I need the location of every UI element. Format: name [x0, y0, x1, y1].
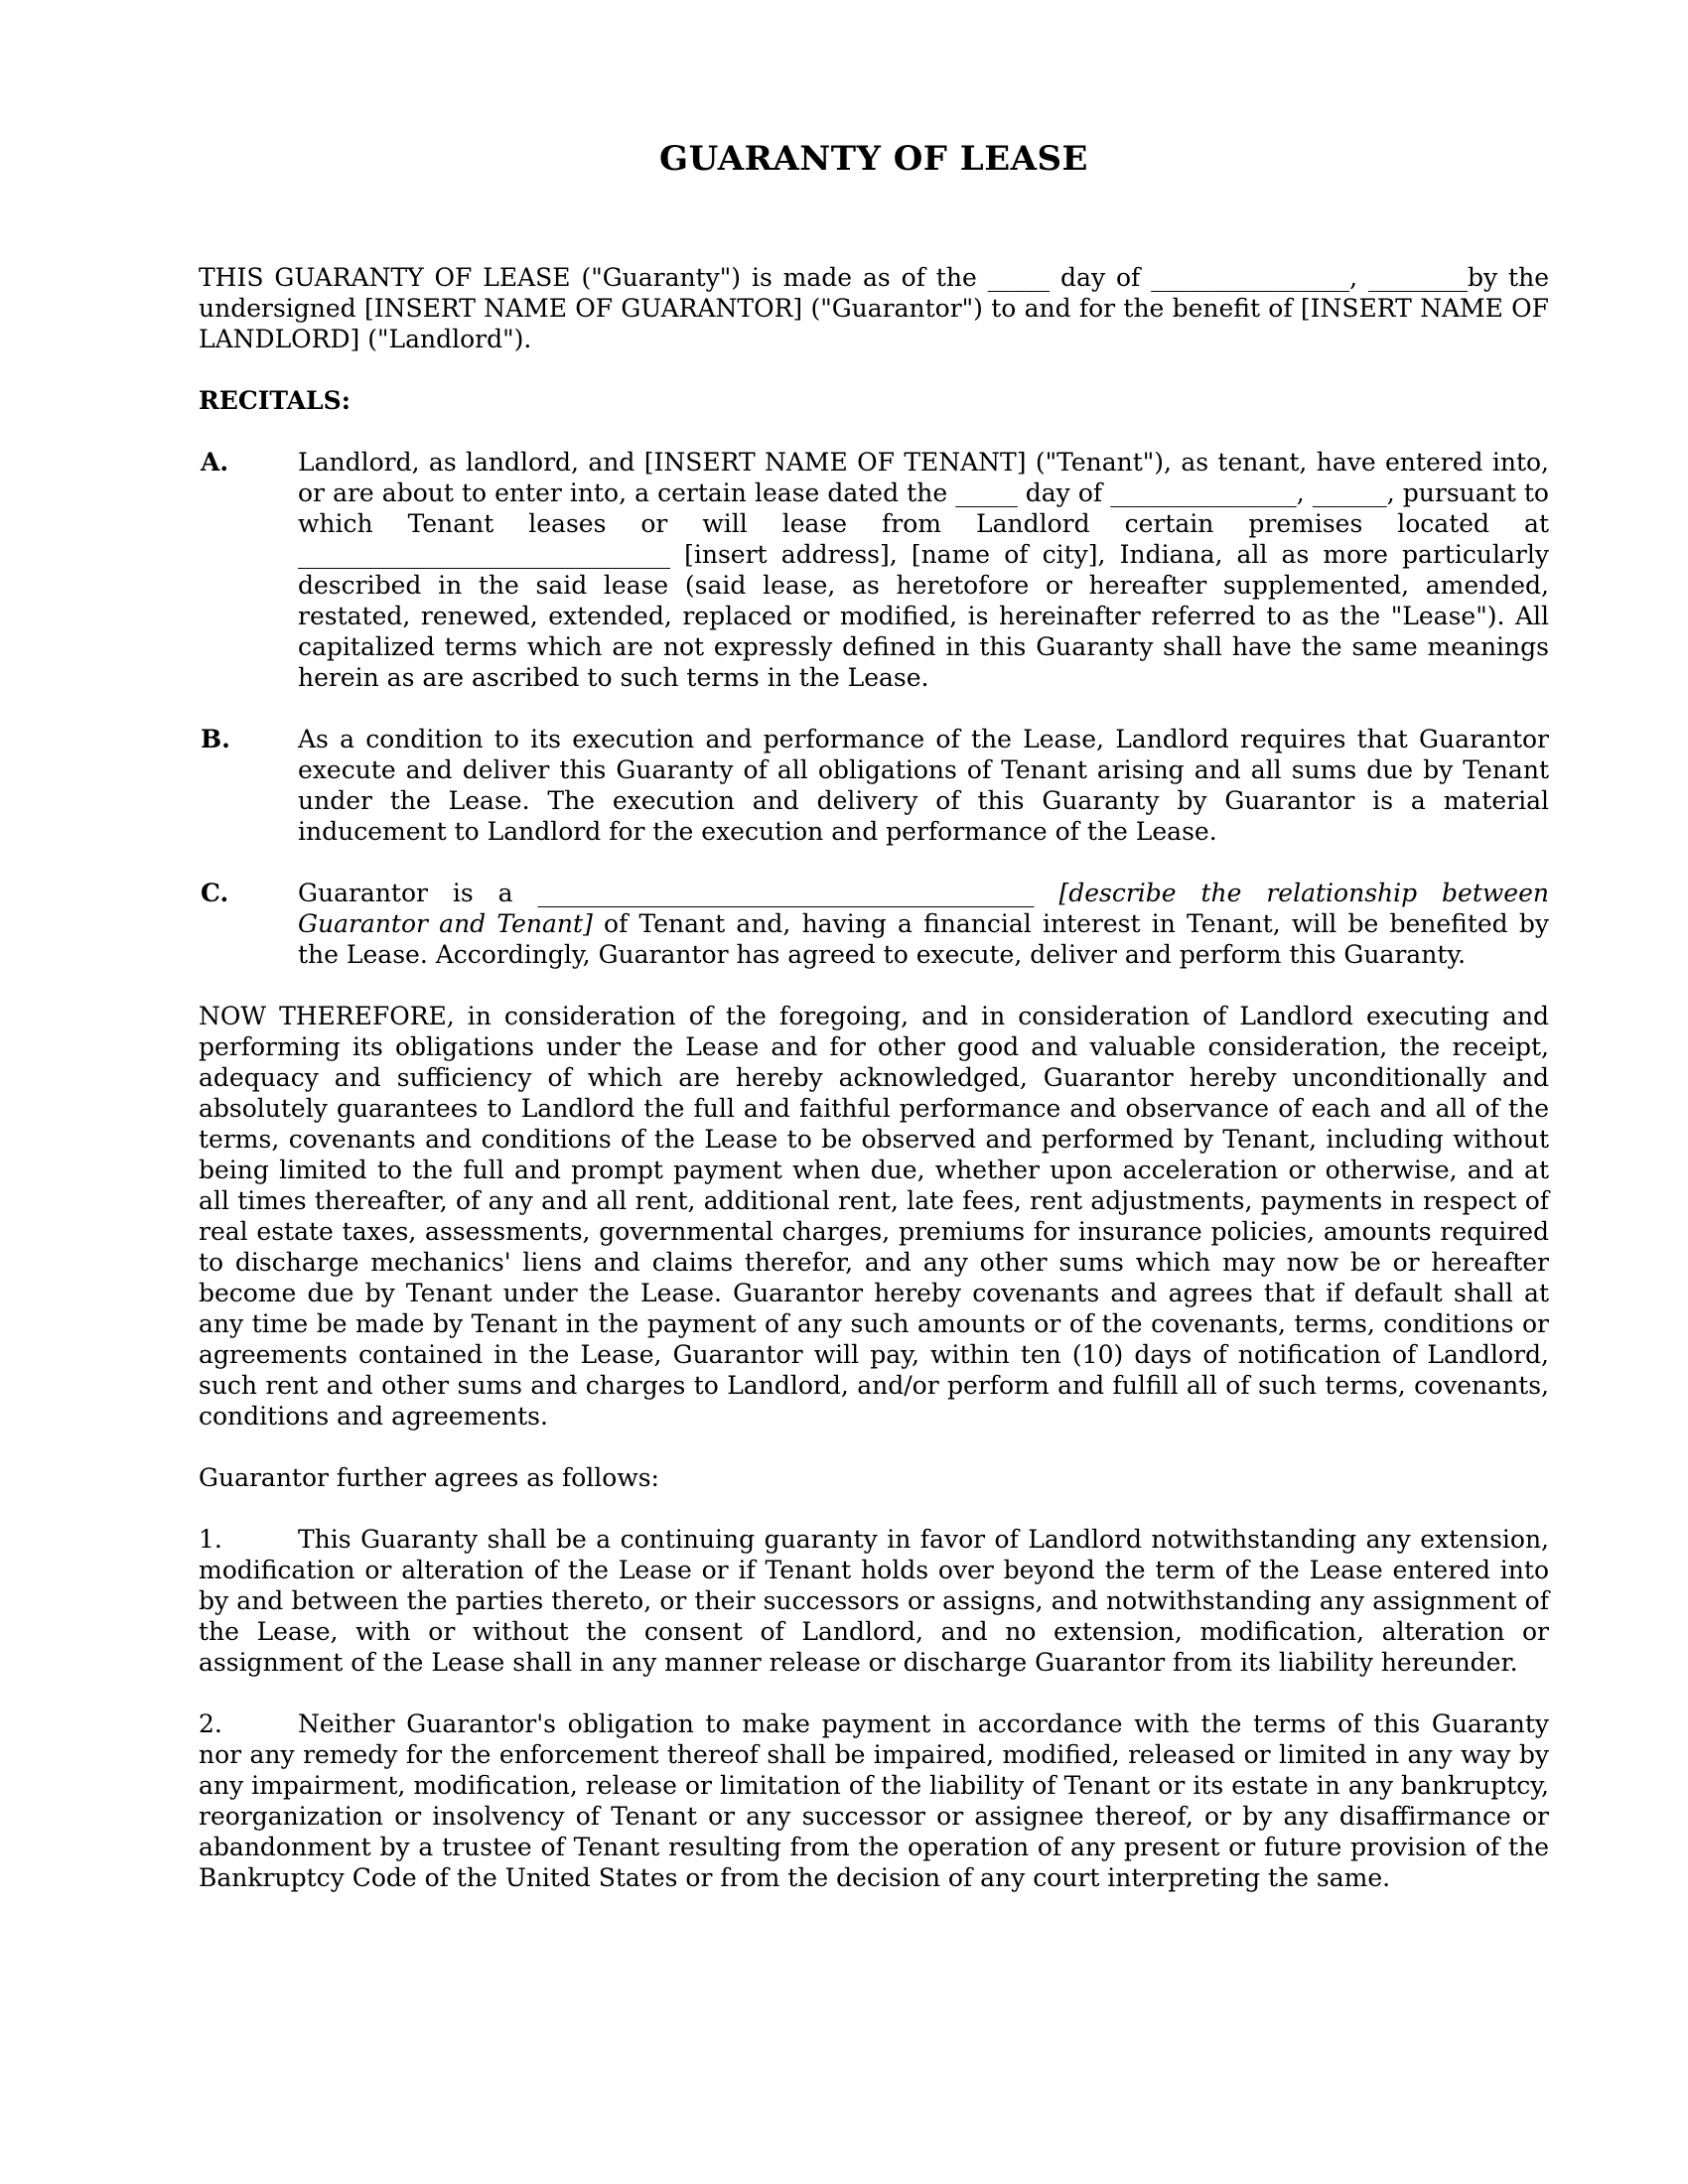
recital-b-text: As a condition to its execution and performance of the Lease, Landlord requires that Guarantor execute and deliver this Guaranty of all obligations of Tenant arising and all sums due by Tenant under the Lease. The execution and delivery of this Guaranty by Guarantor is a material inducement to Landlord for the execution and performance of the Lease.	[298, 725, 1549, 846]
numbered-paragraph-1	[199, 1524, 1549, 1678]
paragraph-1-number: 1.	[199, 1525, 222, 1554]
recital-c-text-end: of Tenant and, having a financial interest in Tenant, will be benefited by the Lease. Accordingly, Guarantor has agreed to execute, deliver and perform this Guaranty.	[298, 909, 1549, 969]
now-therefore-paragraph: NOW THEREFORE, in consideration of the foregoing, and in consideration of Landlord executing and performing its obligations under the Lease and for other good and valuable consideration, the receipt, adequacy and sufficiency of which are hereby acknowledged, Guarantor hereby unconditionally and absolutely guarantees to Landlord the full and faithful performance and observance of each and all of the terms, covenants and conditions of the Lease to be observed and performed by Tenant, including without being limited to the full and prompt payment when due, whether upon acceleration or otherwise, and at all times thereafter, of any and all rent, additional rent, late fees, rent adjustments, payments in respect of real estate taxes, assessments, governmental charges, premiums for insurance policies, amounts required to discharge mechanics' liens and claims therefor, and any other sums which may now be or hereafter become due by Tenant under the Lease. Guarantor hereby covenants and agrees that if default shall at any time be made by Tenant in the payment of any such amounts or of the covenants, terms, conditions or agreements contained in the Lease, Guarantor will pay, within ten (10) days of notification of Landlord, such rent and other sums and charges to Landlord, and/or perform and fulfill all of such terms, covenants, conditions and agreements.	[199, 1002, 1549, 1431]
paragraph-1-text: This Guaranty shall be a continuing guaranty in favor of Landlord notwithstanding any extension, modification or alteration of the Lease or if Tenant holds over beyond the term of the Lease entered into by and between the parties thereto, or their successors or assigns, and notwithstanding any assignment of the Lease, with or without the consent of Landlord, and no extension, modification, alteration or assignment of the Lease shall in any manner release or discharge Guarantor from its liability hereunder.	[199, 1525, 1549, 1677]
recital-b	[199, 724, 1549, 847]
numbered-paragraph-2	[199, 1708, 1549, 1893]
recitals-heading: RECITALS:	[199, 386, 351, 415]
recital-a	[199, 447, 1549, 693]
opening-paragraph: THIS GUARANTY OF LEASE ("Guaranty") is made as of the _____ day of ________________, ________by the undersigned [INSERT NAME OF GUARANTOR] ("Guarantor") to and for the benefit of [INSERT NAME OF LANDLORD] ("Landlord").	[199, 263, 1549, 353]
recital-c	[199, 878, 1549, 970]
relationship-blank-line: ________________________________________	[537, 879, 1035, 907]
paragraph-2-number: 2.	[199, 1709, 222, 1738]
recital-c-label: C.	[201, 879, 229, 907]
recital-b-label: B.	[201, 725, 230, 753]
paragraph-2-text: Neither Guarantor's obligation to make payment in accordance with the terms of this Guaranty nor any remedy for the enforcement thereof shall be impaired, modified, released or limited in any way by any impairment, modification, release or limitation of the liability of Tenant or its estate in any bankruptcy, reorganization or insolvency of Tenant or any successor or assignee thereof, or by any disaffirmance or abandonment by a trustee of Tenant resulting from the operation of any present or future provision of the Bankruptcy Code of the United States or from the decision of any court interpreting the same.	[199, 1709, 1549, 1892]
recital-c-text-start: Guarantor is a	[298, 879, 538, 907]
paragraph-2-number-tab	[199, 1708, 298, 1739]
paragraph-1-number-tab	[199, 1524, 298, 1555]
recital-c-text	[298, 878, 1549, 970]
relationship-italic-note: [describe the relationship between Guarantor and Tenant]	[298, 879, 1549, 938]
recital-a-text: Landlord, as landlord, and [INSERT NAME OF TENANT] ("Tenant"), as tenant, have entered into, or are about to enter into, a certain lease dated the _____ day of _______________, ______, pursuant to which Tenant leases or will lease from Landlord certain premises located at ______________________________ [insert address], [name of city], Indiana, all as more particularly described in the said lease (said lease, as heretofore or hereafter supplemented, amended, restated, renewed, extended, replaced or modified, is hereinafter referred to as the "Lease"). All capitalized terms which are not expressly defined in this Guaranty shall have the same meanings herein as are ascribed to such terms in the Lease.	[298, 448, 1549, 692]
recital-a-label: A.	[201, 448, 229, 477]
document-page	[199, 139, 1549, 1924]
document-title: GUARANTY OF LEASE	[659, 139, 1088, 179]
further-agrees-line: Guarantor further agrees as follows:	[199, 1463, 659, 1492]
